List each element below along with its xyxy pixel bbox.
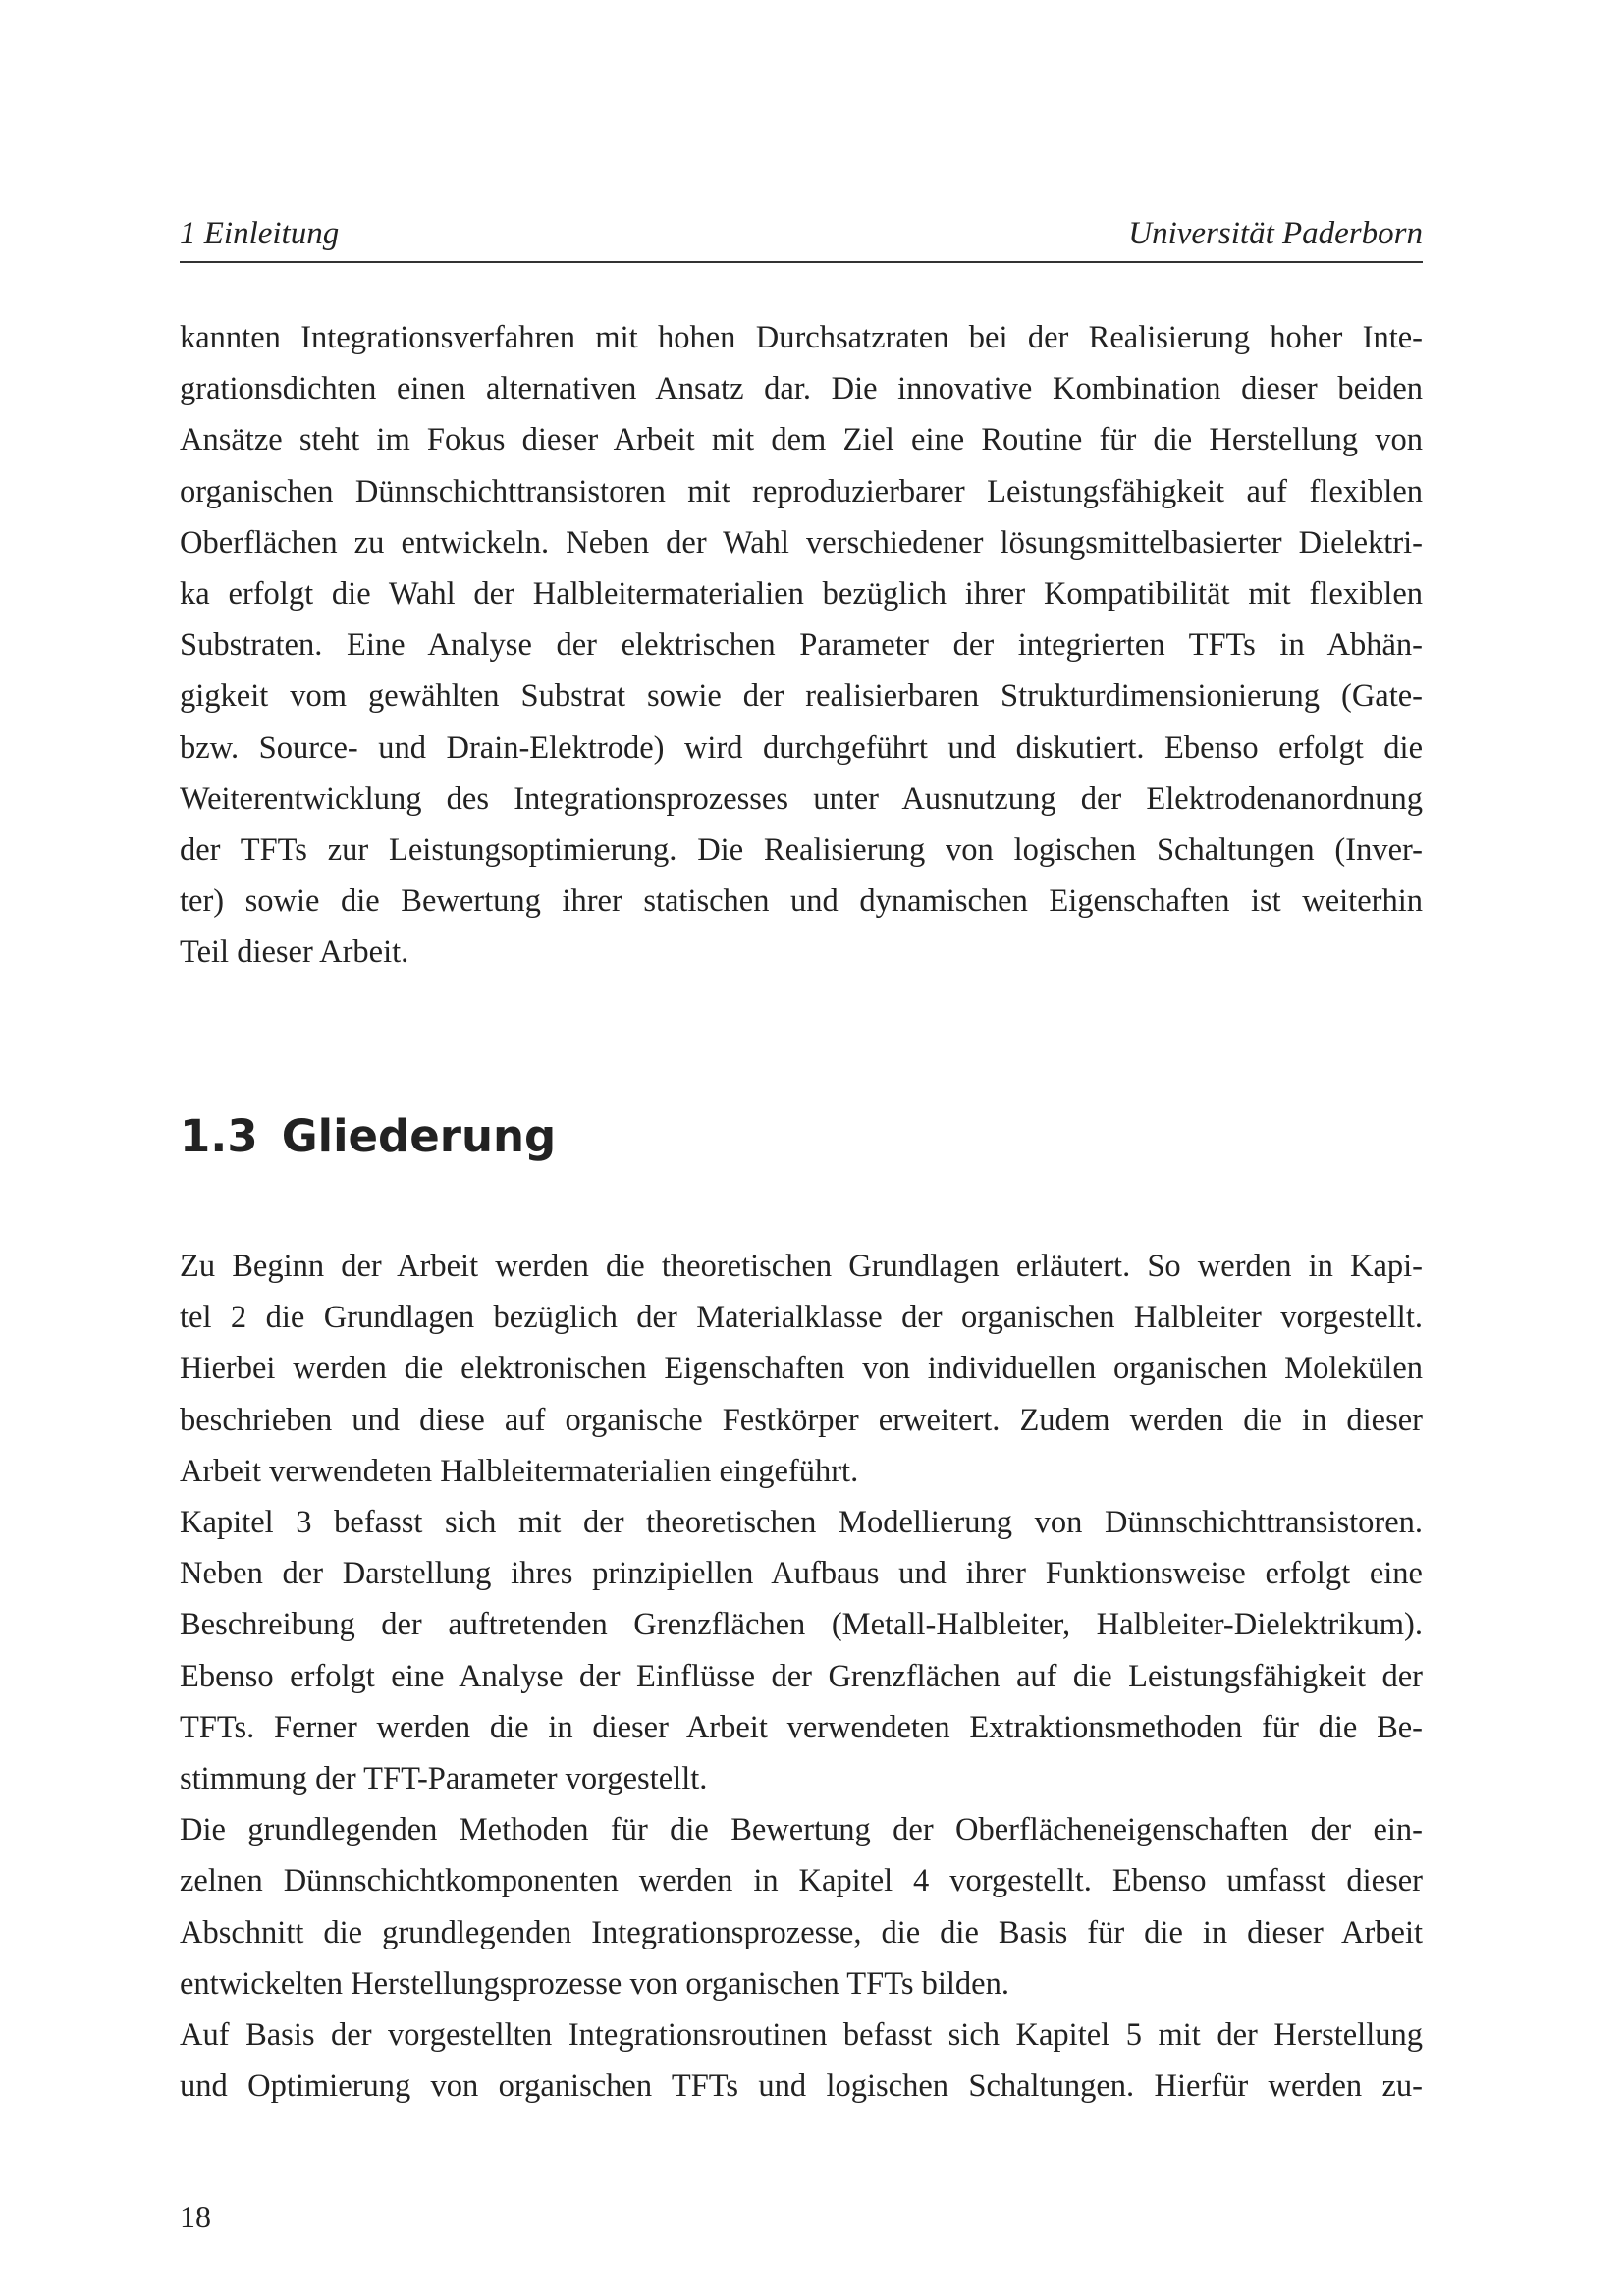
header-institution: Universität Paderborn [1128, 216, 1423, 251]
text-line: tel 2 die Grundlagen bezüglich der Materialklasse der organischen Halbleiter vorgestellt. [180, 1300, 1423, 1336]
text-line: Zu Beginn der Arbeit werden die theoretischen Grundlagen erläutert. So werden in Kapi- [180, 1249, 1423, 1284]
text-line: beschrieben und diese auf organische Festkörper erweitert. Zudem werden die in dieser [180, 1402, 1423, 1438]
text-line: organischen Dünnschichttransistoren mit reproduzierbarer Leistungsfähigkeit auf flexiblen [180, 473, 1423, 509]
text-line: Weiterentwicklung des Integrationsprozesses unter Ausnutzung der Elektrodenanordnung [180, 780, 1423, 817]
text-line: gigkeit vom gewählten Substrat sowie der realisierbaren Strukturdimensionierung (Gate- [180, 678, 1423, 715]
text-line: grationsdichten einen alternativen Ansatz dar. Die innovative Kombination dieser beiden [180, 371, 1423, 407]
section-title: Gliederung [281, 1110, 557, 1162]
text-line: Kapitel 3 befasst sich mit der theoretischen Modellierung von Dünnschichttransistoren. [180, 1505, 1423, 1541]
section-number: 1.3 [180, 1110, 258, 1162]
text-line: Ebenso erfolgt eine Analyse der Einflüsse der Grenzflächen auf die Leistungsfähigkeit der [180, 1658, 1423, 1694]
text-line: ka erfolgt die Wahl der Halbleitermaterialien bezüglich ihrer Kompatibilität mit flexiblen [180, 576, 1423, 613]
text-line: der TFTs zur Leistungsoptimierung. Die Realisierung von logischen Schaltungen (Inver- [180, 832, 1423, 869]
text-line: Ansätze steht im Fokus dieser Arbeit mit dem Ziel eine Routine für die Herstellung von [180, 422, 1423, 458]
text-line: TFTs. Ferner werden die in dieser Arbeit verwendeten Extraktionsmethoden für die Be- [180, 1709, 1423, 1745]
section-heading [180, 1107, 556, 1166]
running-header [180, 212, 1423, 263]
text-line: Beschreibung der auftretenden Grenzflächen (Metall-Halbleiter, Halbleiter-Dielektrikum). [180, 1607, 1423, 1643]
outline-paragraph [180, 1241, 1423, 2111]
intro-paragraph [180, 312, 1423, 979]
text-line: ter) sowie die Bewertung ihrer statischen und dynamischen Eigenschaften ist weiterhin [180, 883, 1423, 920]
text-line: kannten Integrationsverfahren mit hohen Durchsatzraten bei der Realisierung hoher Inte- [180, 320, 1423, 355]
header-chapter: 1 Einleitung [180, 216, 340, 251]
text-line: zelnen Dünnschichtkomponenten werden in Kapitel 4 vorgestellt. Ebenso umfasst dieser [180, 1863, 1423, 1899]
text-line: Teil dieser Arbeit. [180, 934, 409, 971]
text-line: Hierbei werden die elektronischen Eigenschaften von individuellen organischen Molekülen [180, 1351, 1423, 1387]
text-line: Abschnitt die grundlegenden Integrationsprozesse, die die Basis für die in dieser Arbeit [180, 1914, 1423, 1950]
text-line: entwickelten Herstellungsprozesse von organischen TFTs bilden. [180, 1965, 1009, 2002]
text-line: Arbeit verwendeten Halbleitermaterialien eingeführt. [180, 1453, 859, 1489]
text-line: Neben der Darstellung ihres prinzipiellen Aufbaus und ihrer Funktionsweise erfolgt eine [180, 1556, 1423, 1592]
text-line: Oberflächen zu entwickeln. Neben der Wahl verschiedener lösungsmittelbasierter Dielektri- [180, 524, 1423, 561]
text-line: und Optimierung von organischen TFTs und logischen Schaltungen. Hierfür werden zu- [180, 2068, 1423, 2105]
text-line: Auf Basis der vorgestellten Integrationsroutinen befasst sich Kapitel 5 mit der Herstellung [180, 2017, 1423, 2054]
text-line: bzw. Source- und Drain-Elektrode) wird durchgeführt und diskutiert. Ebenso erfolgt die [180, 729, 1423, 766]
text-line: Substraten. Eine Analyse der elektrischen Parameter der integrierten TFTs in Abhän- [180, 627, 1423, 664]
page-number: 18 [180, 2199, 211, 2234]
text-line: Die grundlegenden Methoden für die Bewertung der Oberflächeneigenschaften der ein- [180, 1812, 1423, 1848]
text-line: stimmung der TFT-Parameter vorgestellt. [180, 1761, 708, 1797]
